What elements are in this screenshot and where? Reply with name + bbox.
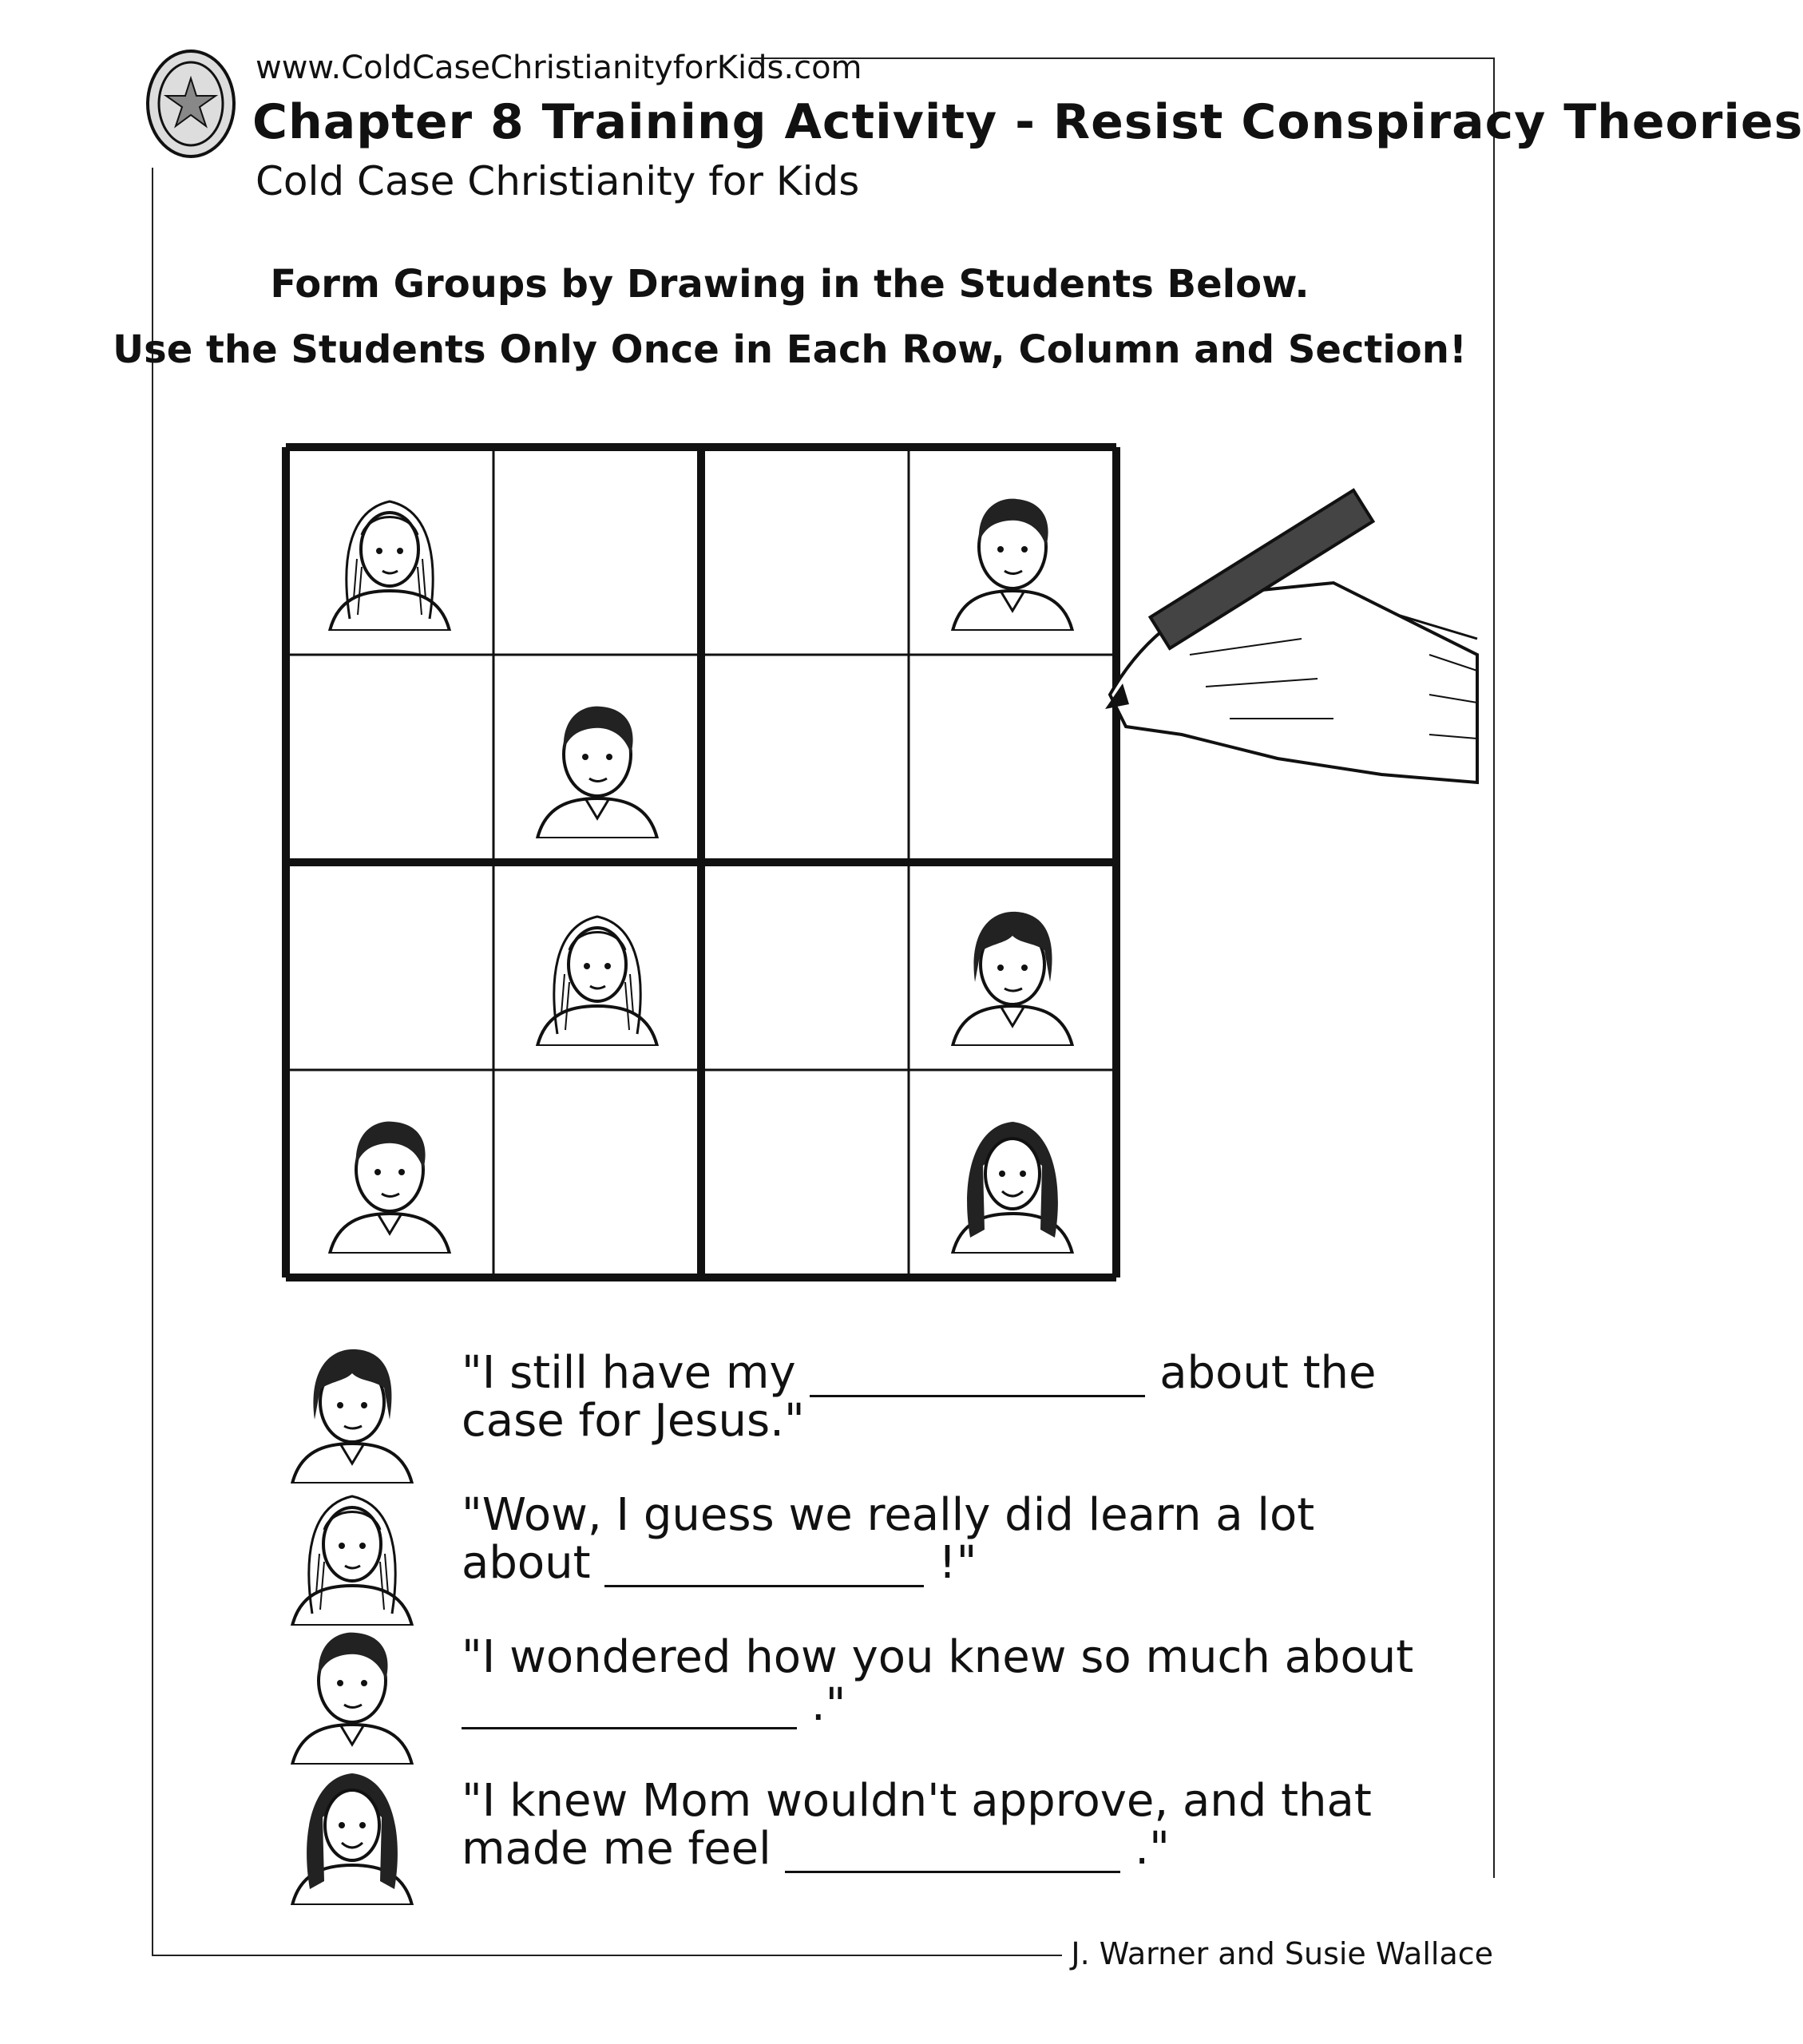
author-credit: J. Warner and Susie Wallace [1071, 1936, 1493, 1971]
grid-cell-r3-c3[interactable] [701, 862, 909, 1070]
grid-cell-r3-c2 [493, 862, 701, 1070]
quote-3 [462, 1631, 1420, 1731]
site-url: www.ColdCaseChristianityforKids.com [256, 50, 862, 86]
quote-2 [462, 1491, 1420, 1587]
grid-cell-r4-c3[interactable] [701, 1070, 909, 1278]
quote-avatar-2 [284, 1474, 420, 1626]
page-subtitle: Cold Case Christianity for Kids [256, 158, 860, 204]
quote-avatar-4 [284, 1753, 420, 1905]
grid-cell-r1-c2[interactable] [493, 447, 701, 655]
quote-4-text-before: "I knew Mom wouldn't approve, and that made me feel [462, 1775, 1372, 1875]
grid-cell-r2-c3[interactable] [701, 655, 909, 862]
quote-avatar-3 [284, 1613, 420, 1765]
quote-avatar-1 [284, 1332, 420, 1483]
hand-drawing-icon [1094, 495, 1493, 830]
quote-3-text-before: "I wondered how you knew so much about [462, 1631, 1414, 1683]
grid-cell-r2-c4[interactable] [909, 655, 1116, 862]
page-title: Chapter 8 Training Activity - Resist Conspiracy Theories [252, 94, 1803, 150]
frame-left [152, 168, 157, 1956]
quote-1-blank[interactable] [810, 1357, 1145, 1397]
puzzle-grid [286, 447, 1116, 1278]
quote-4-text-after: ." [1135, 1823, 1170, 1875]
grid-cell-r2-c1[interactable] [286, 655, 493, 862]
quote-4-blank[interactable] [785, 1832, 1120, 1873]
quote-2-text-after: !" [938, 1537, 977, 1589]
quote-1 [462, 1349, 1420, 1445]
instruction-line-1: Form Groups by Drawing in the Students Below. [270, 262, 1310, 307]
quote-4 [462, 1777, 1420, 1873]
frame-bottom [152, 1955, 1062, 1959]
quote-2-blank[interactable] [604, 1547, 924, 1587]
grid-cell-r3-c4 [909, 862, 1116, 1070]
grid-cell-r4-c2[interactable] [493, 1070, 701, 1278]
police-badge-icon [144, 48, 238, 160]
grid-cell-r3-c1[interactable] [286, 862, 493, 1070]
grid-cell-r4-c1 [286, 1070, 493, 1278]
quote-2-text-before: "Wow, I guess we really did learn a lot about [462, 1489, 1315, 1589]
grid-cell-r1-c1 [286, 447, 493, 655]
grid-cell-r1-c4 [909, 447, 1116, 655]
instruction-line-2: Use the Students Only Once in Each Row, Column and Section! [113, 327, 1467, 372]
quote-3-blank[interactable] [462, 1689, 797, 1729]
grid-cell-r4-c4 [909, 1070, 1116, 1278]
quote-1-text-after: about the case for Jesus." [462, 1347, 1377, 1447]
quote-1-text-before: "I still have my [462, 1347, 796, 1399]
quote-3-text-after: ." [810, 1679, 846, 1731]
grid-cell-r2-c2 [493, 655, 701, 862]
grid-cell-r1-c3[interactable] [701, 447, 909, 655]
